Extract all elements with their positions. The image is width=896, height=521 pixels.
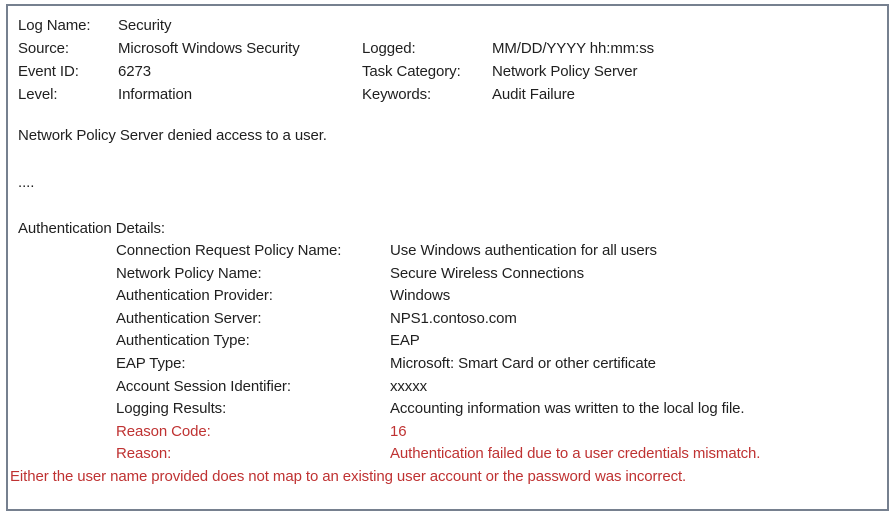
detail-row-reason	[116, 443, 877, 466]
detail-row-authentication-provider	[116, 285, 877, 308]
detail-row-authentication-type	[116, 330, 877, 353]
detail-value: Accounting information was written to the local log file.	[390, 400, 745, 418]
event-log-panel	[6, 4, 889, 511]
header-row-event-id	[18, 60, 877, 83]
detail-value: EAP	[390, 332, 420, 350]
detail-label: Reason:	[116, 445, 172, 463]
detail-label: Authentication Type:	[116, 332, 250, 350]
detail-label: Logging Results:	[116, 400, 227, 418]
detail-label: Authentication Provider:	[116, 287, 273, 305]
level-label: Level:	[18, 86, 58, 103]
event-id-label: Event ID:	[18, 63, 79, 80]
detail-label: Authentication Server:	[116, 309, 262, 327]
detail-value: xxxxx	[390, 377, 428, 395]
source-label: Source:	[18, 40, 69, 57]
detail-label: EAP Type:	[116, 354, 186, 372]
task-category-value: Network Policy Server	[492, 63, 638, 80]
detail-row-reason-code	[116, 421, 877, 444]
detail-label: Reason Code:	[116, 422, 211, 440]
detail-value: Secure Wireless Connections	[390, 264, 585, 282]
task-category-label: Task Category:	[362, 63, 461, 80]
detail-label: Connection Request Policy Name:	[116, 242, 342, 259]
keywords-value: Audit Failure	[492, 86, 575, 103]
detail-row-account-session-identifier	[116, 376, 877, 399]
detail-value: Authentication failed due to a user credentials mismatch.	[390, 445, 761, 463]
detail-label: Account Session Identifier:	[116, 377, 291, 395]
detail-value: Use Windows authentication for all users	[390, 242, 657, 259]
detail-value: Microsoft: Smart Card or other certificate	[390, 354, 656, 372]
authentication-details-list	[18, 240, 877, 466]
level-value: Information	[118, 86, 192, 103]
reason-explanation-note: Either the user name provided does not map to an existing user account or the password was incorrect.	[10, 467, 687, 485]
log-name-value: Security	[118, 17, 172, 34]
header-row-source	[18, 37, 877, 60]
detail-row-network-policy-name	[116, 263, 877, 286]
header-row-level	[18, 83, 877, 106]
detail-value: NPS1.contoso.com	[390, 309, 517, 327]
detail-value: Windows	[390, 287, 451, 305]
detail-row-authentication-server	[116, 308, 877, 331]
event-id-value: 6273	[118, 63, 151, 80]
authentication-details-title: Authentication Details:	[18, 220, 165, 237]
header-empty-label	[362, 14, 492, 37]
detail-value: 16	[390, 422, 407, 440]
detail-row-eap-type	[116, 353, 877, 376]
truncation-ellipsis: ....	[18, 174, 35, 191]
detail-row-logging-results	[116, 398, 877, 421]
keywords-label: Keywords:	[362, 86, 432, 103]
source-value: Microsoft Windows Security	[118, 40, 300, 57]
header-empty-value	[492, 14, 877, 37]
log-name-label: Log Name:	[18, 17, 91, 34]
event-header	[18, 14, 877, 106]
detail-row-connection-request-policy	[116, 240, 877, 263]
event-description: Network Policy Server denied access to a user.	[18, 127, 327, 144]
logged-label: Logged:	[362, 40, 416, 57]
logged-value: MM/DD/YYYY hh:mm:ss	[492, 40, 655, 57]
header-row-log-name	[18, 14, 877, 37]
detail-label: Network Policy Name:	[116, 264, 262, 282]
